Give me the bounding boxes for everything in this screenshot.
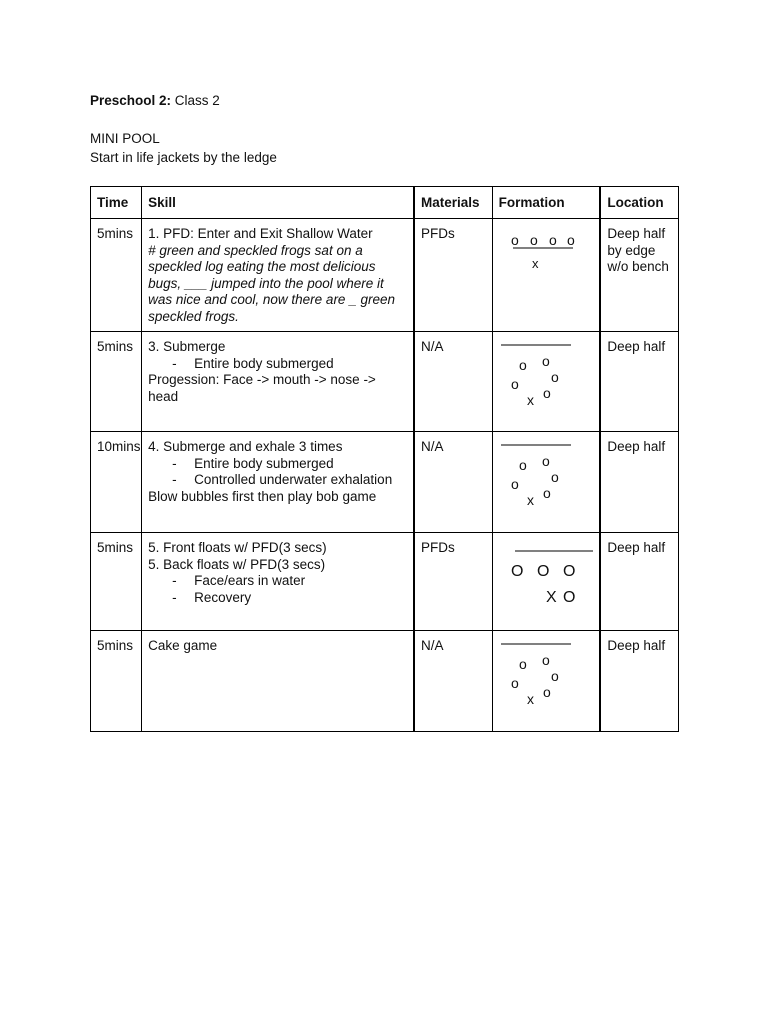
- location-cell: Deep half: [600, 631, 678, 732]
- formation-cell: [492, 432, 600, 533]
- column-header-formation: Formation: [492, 187, 600, 219]
- column-header-materials: Materials: [414, 187, 492, 219]
- skill-cell: [142, 219, 414, 332]
- student-mark: o: [542, 684, 551, 700]
- location-cell: Deep half: [600, 432, 678, 533]
- materials-cell: N/A: [414, 631, 492, 732]
- table-row: [91, 432, 679, 533]
- table-row: [91, 219, 679, 332]
- formation-cell: [492, 219, 600, 332]
- student-mark: o: [510, 675, 519, 691]
- formation-diagram-circle: [499, 339, 595, 411]
- bullet-item: - Entire body submerged: [172, 355, 334, 371]
- bullet-dash: -: [172, 573, 177, 588]
- student-mark: o: [550, 668, 559, 684]
- bullet-item: - Recovery: [172, 589, 252, 605]
- student-mark: o: [518, 457, 527, 473]
- skill-cell: [142, 332, 414, 432]
- instructor-mark: x: [526, 691, 534, 707]
- student-mark: o: [518, 357, 527, 373]
- formation-cell: [492, 533, 600, 631]
- lesson-plan-table: [90, 186, 679, 732]
- skill-title: 5. Front floats w/ PFD(3 secs): [148, 540, 327, 555]
- location-cell: Deep half by edge w/o bench: [600, 219, 678, 332]
- skill-title: 4. Submerge and exhale 3 times: [148, 439, 343, 454]
- student-mark: O: [536, 563, 550, 580]
- student-mark: o: [510, 476, 519, 492]
- bullet-item: - Entire body submerged: [172, 455, 334, 471]
- student-mark: o: [542, 385, 551, 401]
- skill-title: 1. PFD: Enter and Exit Shallow Water: [148, 226, 373, 241]
- table-row: [91, 533, 679, 631]
- column-header-location: Location: [600, 187, 678, 219]
- table-row: [91, 332, 679, 432]
- student-mark: O: [562, 589, 576, 606]
- student-mark: O: [562, 563, 576, 580]
- skill-title: 3. Submerge: [148, 339, 226, 354]
- student-mark: o: [541, 453, 550, 469]
- student-mark: o: [510, 232, 519, 248]
- location-cell: Deep half: [600, 533, 678, 631]
- bullet-item: - Face/ears in water: [172, 573, 306, 588]
- instructor-mark: x: [526, 492, 534, 508]
- time-cell: 5mins: [91, 631, 142, 732]
- skill-note: Progession: Face -> mouth -> nose -> head: [148, 372, 376, 404]
- column-header-time: Time: [91, 187, 142, 219]
- student-mark: o: [510, 376, 519, 392]
- table-row: [91, 631, 679, 732]
- bullet-dash: -: [172, 472, 177, 487]
- time-cell: 5mins: [91, 219, 142, 332]
- student-mark: o: [548, 232, 557, 248]
- instructor-mark: x: [531, 256, 539, 271]
- bullet-dash: -: [172, 455, 177, 471]
- student-mark: o: [541, 652, 550, 668]
- page-title: Preschool 2: Class 2: [90, 93, 220, 108]
- column-header-skill: Skill: [142, 187, 414, 219]
- formation-cell: [492, 332, 600, 432]
- student-mark: O: [510, 563, 524, 580]
- bullet-dash: -: [172, 589, 177, 605]
- materials-cell: N/A: [414, 432, 492, 533]
- bullet-item: - Controlled underwater exhalation: [172, 472, 393, 487]
- time-cell: 5mins: [91, 332, 142, 432]
- time-cell: 10mins: [91, 432, 142, 533]
- skill-cell: Cake game: [142, 631, 414, 732]
- formation-diagram-circle: [499, 439, 595, 511]
- materials-cell: N/A: [414, 332, 492, 432]
- table-header-row: [91, 187, 679, 219]
- formation-diagram-line-large: [499, 540, 595, 610]
- materials-cell: PFDs: [414, 533, 492, 631]
- formation-diagram-line: [499, 226, 595, 276]
- pool-area-label: MINI POOL: [90, 131, 160, 146]
- skill-title: 5. Back floats w/ PFD(3 secs): [148, 556, 326, 572]
- student-mark: o: [566, 232, 575, 248]
- student-mark: o: [550, 369, 559, 385]
- bullet-dash: -: [172, 355, 177, 371]
- time-cell: 5mins: [91, 533, 142, 631]
- frog-song-text: # green and speckled frogs sat on a speckled log eating the most delicious bugs, ___ jumped into the pool where it was nice and cool, now there are _ green speckled frogs.: [148, 242, 395, 324]
- formation-cell: [492, 631, 600, 732]
- formation-diagram-circle: [499, 638, 595, 710]
- student-mark: o: [550, 469, 559, 485]
- instructor-mark: X: [545, 589, 557, 606]
- skill-cell: [142, 533, 414, 631]
- student-mark: o: [541, 353, 550, 369]
- student-mark: o: [529, 232, 538, 248]
- instructor-mark: x: [526, 392, 534, 408]
- skill-cell: [142, 432, 414, 533]
- student-mark: o: [542, 485, 551, 501]
- location-cell: Deep half: [600, 332, 678, 432]
- student-mark: o: [518, 656, 527, 672]
- start-note: Start in life jackets by the ledge: [90, 150, 277, 165]
- materials-cell: PFDs: [414, 219, 492, 332]
- skill-note: Blow bubbles first then play bob game: [148, 488, 377, 504]
